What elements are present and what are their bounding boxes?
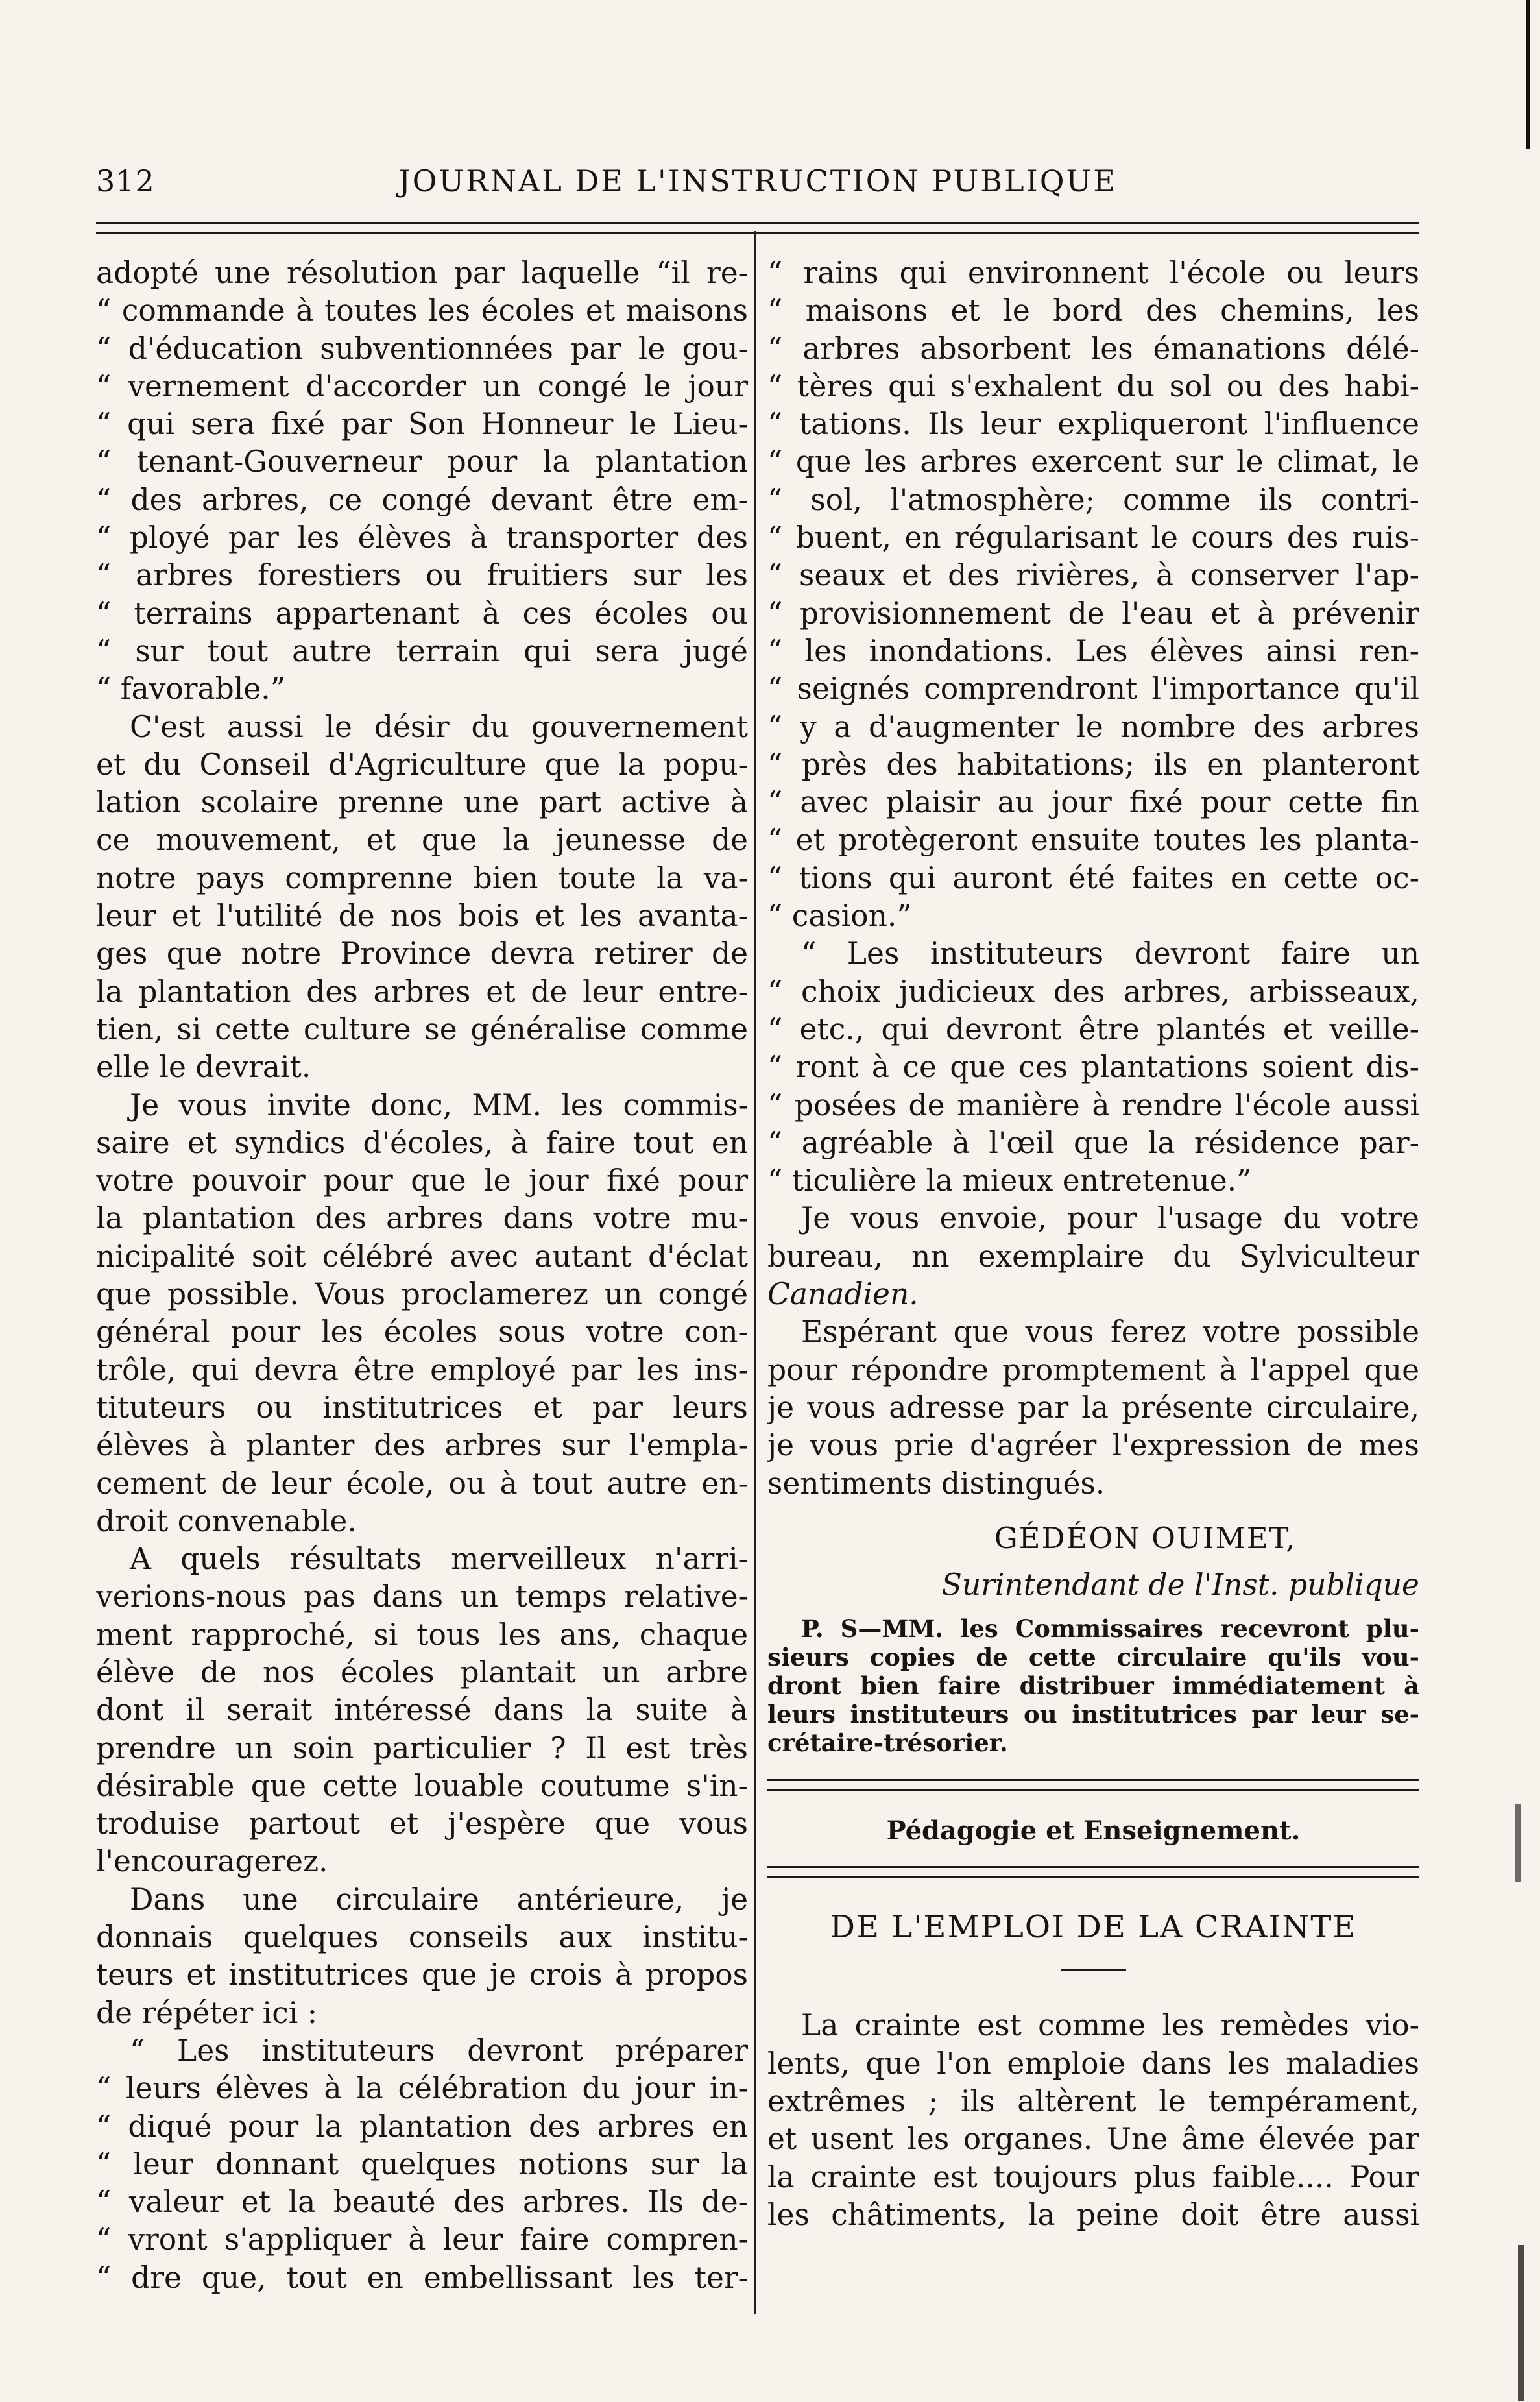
text-line: prendre un soin particulier ? Il est très	[96, 1730, 748, 1765]
text-line: “ diqué pour la plantation des arbres en	[96, 2109, 748, 2144]
text-line: cement de leur école, ou à tout autre en-	[96, 1466, 748, 1501]
title-short-rule	[1061, 1969, 1126, 1971]
text-line: “ et protègeront ensuite toutes les planta-	[767, 823, 1419, 858]
scan-edge-mark	[1526, 0, 1530, 149]
postscript-line: leurs instituteurs ou institutrices par leur se-	[767, 1700, 1419, 1729]
text-line: leur et l'utilité de nos bois et les avanta-	[96, 899, 748, 934]
scan-edge-mark	[1515, 1804, 1521, 1882]
postscript-line: P. S—MM. les Commissaires recevront plu-	[801, 1614, 1419, 1644]
text-line: “ près des habitations; ils en planteront	[767, 747, 1419, 782]
text-line: “ rains qui environnent l'école ou leurs	[767, 256, 1419, 290]
text-line: trôle, qui devra être employé par les ins-	[96, 1352, 748, 1387]
column-divider	[754, 231, 756, 2314]
text-line: désirable que cette louable coutume s'in-	[96, 1768, 748, 1803]
text-line: la plantation des arbres et de leur entre-	[96, 974, 748, 1009]
text-line: lation scolaire prenne une part active à	[96, 785, 748, 820]
text-line: “ les inondations. Les élèves ainsi ren-	[767, 633, 1419, 668]
text-line: droit convenable.	[96, 1503, 357, 1538]
text-line: Canadien.	[767, 1277, 919, 1312]
page-number: 312	[96, 164, 155, 199]
text-line: “ etc., qui devront être plantés et veille-	[767, 1012, 1419, 1047]
text-line: général pour les écoles sous votre con-	[96, 1315, 748, 1350]
text-line: “ ront à ce que ces plantations soient dis-	[767, 1050, 1419, 1085]
text-line: sentiments distingués.	[767, 1466, 1105, 1501]
text-line: “ seaux et des rivières, à conserver l'ap-	[767, 558, 1419, 593]
text-line: “ leurs élèves à la célébration du jour in-	[96, 2071, 748, 2106]
text-line: “ choix judicieux des arbres, arbisseaux,	[767, 974, 1419, 1009]
text-line: et du Conseil d'Agriculture que la popu-	[96, 747, 748, 782]
text-line: Espérant que vous ferez votre possible	[801, 1315, 1419, 1350]
text-line: nicipalité soit célébré avec autant d'éclat	[96, 1239, 748, 1274]
text-line: “ maisons et le bord des chemins, les	[767, 293, 1419, 328]
text-line: “ sur tout autre terrain qui sera jugé	[96, 633, 748, 668]
text-line: A quels résultats merveilleux n'arri-	[130, 1542, 748, 1577]
text-line: extrêmes ; ils altèrent le tempérament,	[767, 2083, 1419, 2118]
text-line: “ provisionnement de l'eau et à prévenir	[767, 596, 1419, 631]
text-line: verions-nous pas dans un temps relative-	[96, 1579, 748, 1614]
text-line: “ que les arbres exercent sur le climat, le	[767, 444, 1419, 479]
postscript-line: sieurs copies de cette circulaire qu'ils vou-	[767, 1643, 1419, 1672]
text-line: “ ployé par les élèves à transporter des	[96, 520, 748, 555]
text-line: teurs et institutrices que je crois à propos	[96, 1958, 748, 1993]
text-line: “ sol, l'atmosphère; comme ils contri-	[767, 482, 1419, 517]
text-line: pour répondre promptement à l'appel que	[767, 1352, 1419, 1387]
text-line: “ arbres forestiers ou fruitiers sur les	[96, 558, 748, 593]
text-line: “ leur donnant quelques notions sur la	[96, 2146, 748, 2181]
text-line: troduise partout et j'espère que vous	[96, 1806, 748, 1841]
text-line: “ posées de manière à rendre l'école aussi	[767, 1087, 1419, 1122]
header-double-rule	[96, 222, 1419, 234]
text-line: donnais quelques conseils aux institu-	[96, 1920, 748, 1955]
text-line: “ commande à toutes les écoles et maisons	[96, 293, 748, 328]
text-line: Dans une circulaire antérieure, je	[130, 1882, 748, 1917]
text-line: dont il serait intéressé dans la suite à	[96, 1693, 748, 1728]
text-line: bureau, nn exemplaire du Sylviculteur	[767, 1239, 1419, 1274]
text-line: C'est aussi le désir du gouvernement	[130, 709, 748, 744]
text-line: “ valeur et la beauté des arbres. Ils de-	[96, 2185, 748, 2220]
signature-name: GÉDÉON OUIMET,	[994, 1520, 1297, 1555]
running-title: JOURNAL DE L'INSTRUCTION PUBLIQUE	[398, 164, 1117, 199]
text-line: “ Les instituteurs devront préparer	[130, 2033, 748, 2068]
text-line: adopté une résolution par laquelle “il re-	[96, 256, 748, 290]
text-line: je vous prie d'agréer l'expression de mes	[767, 1428, 1419, 1463]
text-line: “ arbres absorbent les émanations délé-	[767, 331, 1419, 366]
text-line: de répéter ici :	[96, 1995, 318, 2030]
text-line: “ vront s'appliquer à leur faire compren-	[96, 2222, 748, 2257]
postscript-line: crétaire-trésorier.	[767, 1729, 1008, 1758]
text-line: “ tères qui s'exhalent du sol ou des habi-	[767, 369, 1419, 404]
text-line: élève de nos écoles plantait un arbre	[96, 1655, 748, 1690]
text-line: ges que notre Province devra retirer de	[96, 936, 748, 971]
text-line: “ dre que, tout en embellissant les ter-	[96, 2260, 748, 2295]
text-line: Je vous envoie, pour l'usage du votre	[801, 1201, 1419, 1236]
text-line: l'encouragerez.	[96, 1844, 328, 1879]
text-line: “ tenant-Gouverneur pour la plantation	[96, 444, 748, 479]
text-line: tituteurs ou institutrices et par leurs	[96, 1390, 748, 1425]
text-line: “ tations. Ils leur expliqueront l'influence	[767, 407, 1419, 442]
text-line: ment rapproché, si tous les ans, chaque	[96, 1617, 748, 1652]
text-line: “ avec plaisir au jour fixé pour cette fin	[767, 785, 1419, 820]
text-line: “ terrains appartenant à ces écoles ou	[96, 596, 748, 631]
text-line: “ vernement d'accorder un congé le jour	[96, 369, 748, 404]
text-line: tien, si cette culture se généralise comme	[96, 1012, 748, 1047]
text-line: votre pouvoir pour que le jour fixé pour	[96, 1163, 748, 1198]
text-line: “ casion.”	[767, 899, 912, 934]
text-line: “ d'éducation subventionnées par le gou-	[96, 331, 748, 366]
text-line: lents, que l'on emploie dans les maladies	[767, 2046, 1419, 2081]
postscript-line: dront bien faire distribuer immédiatement à	[767, 1671, 1419, 1701]
text-line: notre pays comprenne bien toute la va-	[96, 860, 748, 895]
text-line: ce mouvement, et que la jeunesse de	[96, 823, 748, 858]
text-line: Je vous invite donc, MM. les commis-	[130, 1087, 748, 1122]
signature-title: Surintendant de l'Inst. publique	[941, 1568, 1419, 1603]
text-line: la crainte est toujours plus faible.... Pour	[767, 2159, 1419, 2194]
text-line: “ agréable à l'œil que la résidence par-	[767, 1125, 1419, 1160]
text-line: je vous adresse par la présente circulaire,	[767, 1390, 1419, 1425]
text-line: que possible. Vous proclamerez un congé	[96, 1277, 748, 1312]
text-line: elle le devrait.	[96, 1050, 311, 1085]
text-line: La crainte est comme les remèdes vio-	[801, 2008, 1419, 2043]
text-line: “ des arbres, ce congé devant être em-	[96, 482, 748, 517]
text-line: “ qui sera fixé par Son Honneur le Lieu-	[96, 407, 748, 442]
scan-edge-mark	[1518, 2245, 1524, 2401]
left-column	[96, 254, 748, 2298]
page-header	[96, 164, 1419, 209]
text-line: “ tions qui auront été faites en cette oc-	[767, 860, 1419, 895]
section-double-rule	[767, 1779, 1419, 1791]
text-line: et usent les organes. Une âme élevée par	[767, 2122, 1419, 2157]
text-line: “ favorable.”	[96, 672, 285, 707]
right-column	[767, 254, 1419, 2298]
section-double-rule	[767, 1866, 1419, 1878]
text-line: élèves à planter des arbres sur l'empla-	[96, 1428, 748, 1463]
text-line: “ Les instituteurs devront faire un	[801, 936, 1419, 971]
article-title: DE L'EMPLOI DE LA CRAINTE	[830, 1909, 1357, 1946]
text-line: la plantation des arbres dans votre mu-	[96, 1201, 748, 1236]
section-heading: Pédagogie et Enseignement.	[886, 1815, 1301, 1847]
text-line: “ seignés comprendront l'importance qu'il	[767, 672, 1419, 707]
text-line: les châtiments, la peine doit être aussi	[767, 2197, 1419, 2232]
text-line: saire et syndics d'écoles, à faire tout en	[96, 1125, 748, 1160]
text-line: “ buent, en régularisant le cours des ruis-	[767, 520, 1419, 555]
text-line: “ ticulière la mieux entretenue.”	[767, 1163, 1252, 1198]
postscript	[767, 1614, 1419, 1757]
text-line: “ y a d'augmenter le nombre des arbres	[767, 709, 1419, 744]
